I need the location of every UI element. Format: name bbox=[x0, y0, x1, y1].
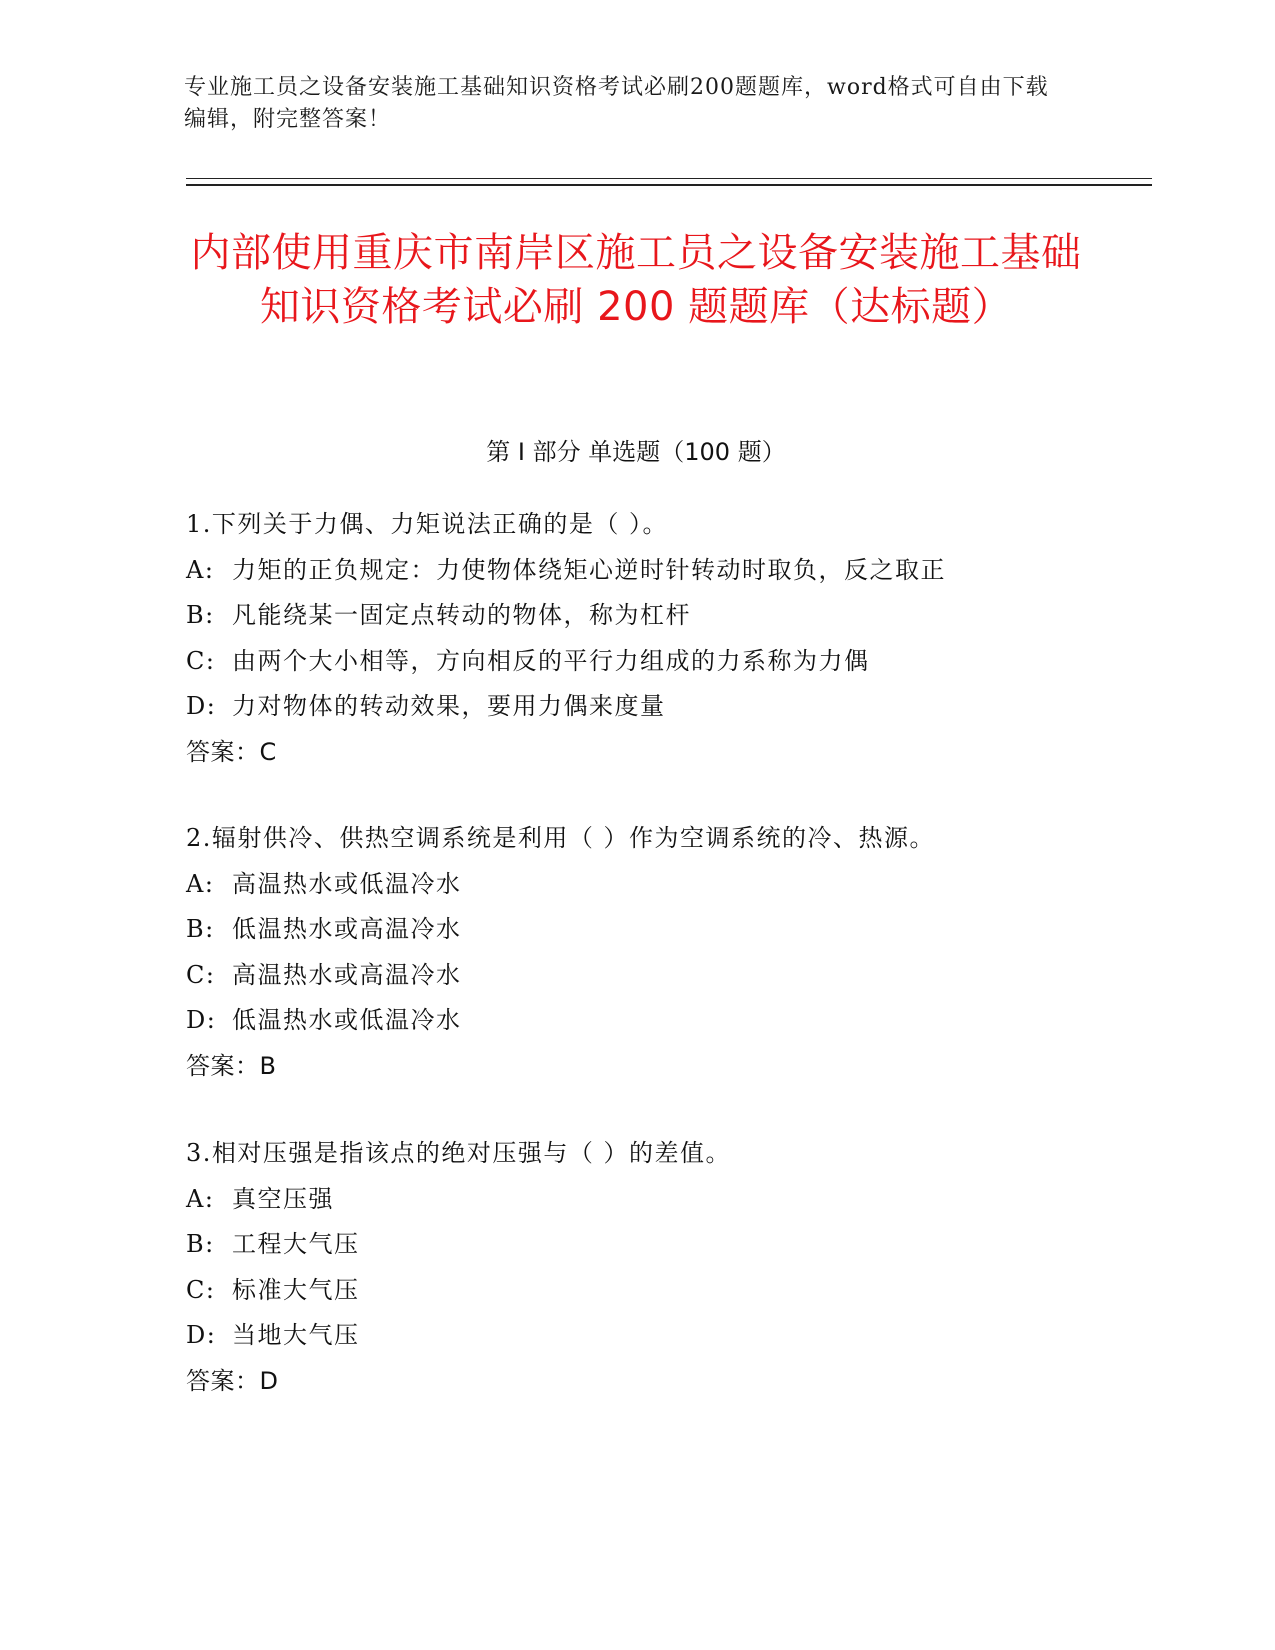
option-d bbox=[186, 998, 1086, 1044]
option-letter: C: bbox=[186, 960, 216, 989]
option-letter: A: bbox=[186, 1184, 215, 1213]
option-a bbox=[186, 1177, 1086, 1223]
option-text: 工程大气压 bbox=[232, 1230, 360, 1258]
option-c bbox=[186, 639, 1086, 685]
option-text: 低温热水或高温冷水 bbox=[232, 915, 462, 943]
option-letter: B: bbox=[186, 1230, 215, 1258]
option-letter: A: bbox=[186, 555, 215, 584]
answer-line: 答案：C bbox=[186, 737, 277, 766]
option-a bbox=[186, 548, 1086, 594]
header-divider-thick bbox=[186, 184, 1152, 186]
option-text: 高温热水或低温冷水 bbox=[232, 869, 462, 898]
option-text: 力矩的正负规定：力使物体绕矩心逆时针转动时取负，反之取正 bbox=[232, 555, 946, 584]
question-stem: 3.相对压强是指该点的绝对压强与（ ）的差值。 bbox=[186, 1139, 732, 1167]
option-b bbox=[186, 907, 1086, 953]
option-text: 高温热水或高温冷水 bbox=[232, 960, 462, 989]
option-text: 真空压强 bbox=[232, 1184, 334, 1213]
option-text: 凡能绕某一固定点转动的物体，称为杠杆 bbox=[232, 601, 691, 629]
option-d bbox=[186, 1313, 1086, 1359]
question-3 bbox=[186, 1131, 1086, 1404]
option-letter: C: bbox=[186, 646, 216, 675]
question-2 bbox=[186, 816, 1086, 1089]
option-c bbox=[186, 953, 1086, 999]
option-b bbox=[186, 1222, 1086, 1268]
option-text: 由两个大小相等，方向相反的平行力组成的力系称为力偶 bbox=[232, 646, 870, 675]
header-note: 专业施工员之设备安装施工基础知识资格考试必刷200题题库，word格式可自由下载编辑，附完整答案！ bbox=[184, 75, 1049, 132]
answer-line: 答案：B bbox=[186, 1051, 277, 1080]
option-letter: D: bbox=[186, 692, 217, 720]
question-stem: 2.辐射供冷、供热空调系统是利用（ ）作为空调系统的冷、热源。 bbox=[186, 824, 936, 852]
answer-line: 答案：D bbox=[186, 1366, 279, 1395]
option-c bbox=[186, 1268, 1086, 1314]
section-heading: 第 I 部分 单选题（100 题） bbox=[486, 438, 786, 466]
option-letter: D: bbox=[186, 1321, 217, 1349]
option-letter: A: bbox=[186, 869, 215, 898]
option-text: 当地大气压 bbox=[232, 1321, 360, 1349]
option-d bbox=[186, 684, 1086, 730]
question-stem: 1.下列关于力偶、力矩说法正确的是（ ）。 bbox=[186, 510, 669, 538]
question-1 bbox=[186, 502, 1086, 775]
option-text: 低温热水或低温冷水 bbox=[232, 1006, 462, 1034]
document-title: 内部使用重庆市南岸区施工员之设备安装施工基础知识资格考试必刷 200 题题库（达标题） bbox=[190, 230, 1082, 330]
option-b bbox=[186, 593, 1086, 639]
option-letter: B: bbox=[186, 601, 215, 629]
option-a bbox=[186, 862, 1086, 908]
option-letter: C: bbox=[186, 1275, 216, 1304]
option-letter: B: bbox=[186, 915, 215, 943]
header-divider-thin bbox=[186, 178, 1152, 179]
option-text: 力对物体的转动效果，要用力偶来度量 bbox=[232, 692, 666, 720]
option-letter: D: bbox=[186, 1006, 217, 1034]
option-text: 标准大气压 bbox=[232, 1275, 360, 1304]
